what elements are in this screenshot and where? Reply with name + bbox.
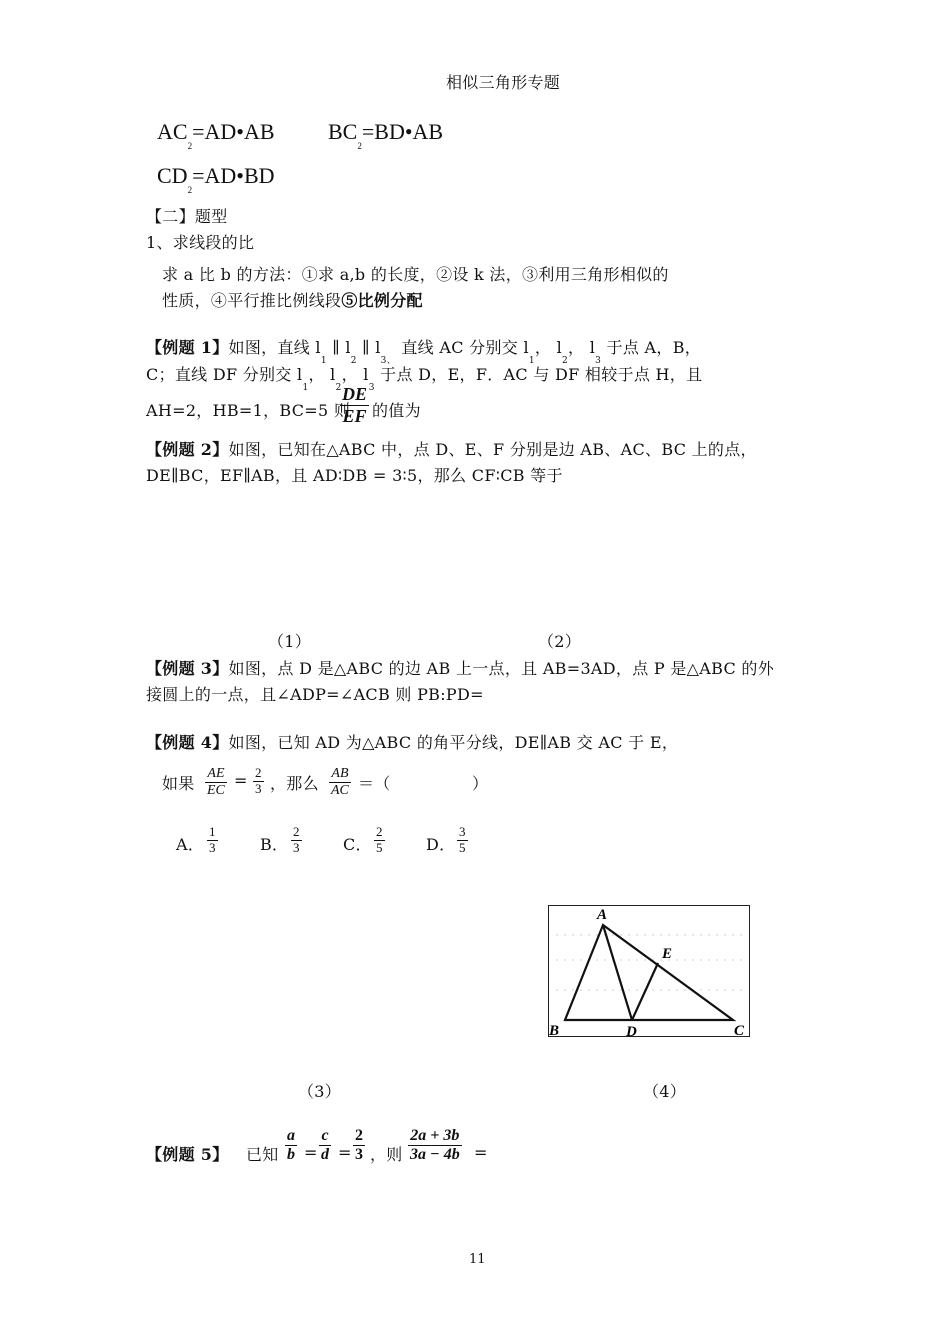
ex1-subscript: 2	[335, 383, 342, 393]
example-2-label: 【例题 2】	[146, 440, 229, 459]
ex5-frac-c-d	[316, 1127, 334, 1165]
ex1-text: ， l	[341, 365, 369, 384]
ex5-big-fraction	[405, 1127, 465, 1165]
ex5-frac-2-3	[350, 1127, 368, 1165]
vertex-a-label: A	[597, 907, 608, 923]
ex1-text: ， l	[308, 365, 336, 384]
option-b-frac	[288, 825, 305, 856]
option-c-frac	[371, 825, 388, 856]
ex1-text: 如图，直线 l	[228, 338, 321, 357]
formula-bc	[328, 119, 444, 151]
example-1-line-2	[146, 362, 703, 393]
formula-ac	[157, 119, 275, 151]
ex1-subscript: 1	[528, 356, 535, 366]
frac-denominator: 5	[376, 839, 383, 855]
example-5-label-text: 【例题 5】	[146, 1145, 229, 1164]
ex4-eq1: =	[234, 771, 248, 790]
section-subheading: 1、求线段的比	[146, 233, 255, 252]
formula-cd-right: =AD•BD	[192, 163, 275, 188]
ex4-frac-2-3	[250, 766, 267, 797]
ex4-frac-ab-ac	[326, 766, 354, 799]
ex1-text: 于点 A，B，	[601, 338, 702, 357]
frac-denominator: 3	[293, 839, 300, 855]
ex5-known: 已知	[246, 1145, 279, 1164]
ex1-frac-denominator: EF	[342, 405, 367, 426]
vertex-e-label: E	[662, 946, 673, 962]
caption-2: （2）	[538, 632, 582, 651]
example-2-line-2: DE∥BC，EF∥AB，且 AD∶DB = 3∶5，那么 CF∶CB 等于	[146, 466, 563, 485]
method-line-1: 求 a 比 b 的方法：①求 a,b 的长度，②设 k 法，③利用三角形相似的	[162, 265, 669, 284]
example-4-line-1	[146, 730, 678, 753]
ex1-subscript: 2	[562, 356, 569, 366]
page-number: 11	[469, 1252, 486, 1267]
example-5-label	[146, 1142, 229, 1165]
frac-denominator: d	[321, 1146, 329, 1164]
example-1-line-3	[146, 398, 350, 421]
vertex-d-label: D	[626, 1024, 637, 1037]
ex1-text: ， l	[534, 338, 562, 357]
method-line-2a: 性质，④平行推比例线段	[162, 291, 342, 310]
frac-denominator: 5	[459, 839, 466, 855]
ex5-then: ，则	[370, 1145, 403, 1164]
ex1-tail: 的值为	[372, 401, 421, 420]
example-1-line-1	[146, 335, 702, 366]
ex5-eq1: =	[304, 1143, 318, 1162]
example-3-line-2: 接圆上的一点，且∠ADP=∠ACB 则 PB:PD=	[146, 685, 484, 704]
ex1-text: 直线 AC 分别交 l	[396, 338, 529, 357]
ex1-frac-numerator: DE	[342, 384, 368, 404]
formula-cd	[157, 163, 275, 195]
frac-denominator: 3	[255, 780, 262, 796]
ex1-subscript: 3	[595, 356, 602, 366]
ex4-frac-ae-ec	[202, 766, 230, 799]
formula-exp: 2	[187, 141, 193, 151]
ex2-text: 如图，已知在△ABC 中，点 D、E、F 分别是边 AB、AC、BC 上的点，	[228, 440, 757, 459]
ex3-text: 如图，点 D 是△ABC 的边 AB 上一点，且 AB=3AD，点 P 是△ABC 的外	[228, 659, 774, 678]
example-3-line-1	[146, 656, 774, 679]
option-d-label: D．	[426, 835, 456, 854]
formula-ac-left: AC	[157, 119, 188, 144]
formula-bc-right: =BD•AB	[361, 119, 444, 144]
method-line-2b: ⑤比例分配	[341, 291, 423, 310]
formula-exp: 2	[187, 185, 193, 195]
ex1-text: C；直线 DF 分别交 l	[146, 365, 303, 384]
frac-denominator: b	[287, 1146, 295, 1164]
ex4-then: ，那么	[270, 774, 319, 793]
frac-numerator: 2a + 3b	[408, 1127, 462, 1146]
frac-numerator: 3	[459, 824, 466, 839]
frac-denominator: 3	[355, 1146, 363, 1164]
frac-denominator: 3a − 4b	[410, 1146, 460, 1164]
method-line-2	[162, 288, 423, 311]
option-a-label: A．	[176, 835, 205, 854]
section-heading: 【二】题型	[146, 207, 228, 226]
formula-exp: 2	[357, 141, 362, 151]
formula-ac-right: =AD•AB	[192, 119, 275, 144]
vertex-b-label: B	[549, 1023, 560, 1037]
ex1-subscript: 3、	[380, 356, 396, 366]
vertex-c-label: C	[734, 1023, 745, 1037]
ex1-text: ， l	[568, 338, 596, 357]
example-1-label: 【例题 1】	[146, 338, 229, 357]
frac-numerator: AE	[205, 766, 227, 783]
ex4-eq2: ＝（	[358, 774, 391, 793]
formula-bc-left: BC	[328, 119, 358, 144]
frac-denominator: 3	[209, 839, 216, 855]
formula-cd-left: CD	[157, 163, 188, 188]
ex5-eq2: =	[338, 1143, 352, 1162]
caption-4: （4）	[643, 1082, 687, 1101]
frac-denominator: EC	[207, 783, 225, 799]
frac-numerator: c	[319, 1127, 331, 1146]
ex5-frac-a-b	[282, 1127, 300, 1165]
ex1-subscript: 2	[350, 356, 357, 366]
ex1-subscript: 1	[320, 356, 327, 366]
frac-numerator: 2	[255, 765, 262, 780]
frac-numerator: 1	[209, 824, 216, 839]
ex1-subscript: 3	[368, 383, 375, 393]
page-title: 相似三角形专题	[446, 73, 561, 92]
option-d-frac	[454, 825, 471, 856]
frac-denominator: AC	[331, 783, 349, 799]
ex1-subscript: 1	[302, 383, 309, 393]
frac-numerator: 2	[293, 824, 300, 839]
caption-3: （3）	[298, 1082, 342, 1101]
option-a-frac	[204, 825, 221, 856]
ex4-close: ）	[472, 774, 489, 793]
figure-4-triangle	[548, 905, 750, 1037]
ex1-text: 于点 D，E，F．AC 与 DF 相较于点 H，且	[374, 365, 703, 384]
caption-1: （1）	[268, 632, 312, 651]
ex1-fraction	[337, 384, 372, 426]
frac-numerator: 2	[376, 824, 383, 839]
frac-numerator: 2	[353, 1127, 365, 1146]
frac-numerator: AB	[329, 766, 351, 783]
ex4-if: 如果	[162, 774, 195, 793]
ex5-eq3: =	[474, 1143, 488, 1162]
option-c-label: C．	[343, 835, 372, 854]
ex1-text: ∥ l	[356, 338, 381, 357]
example-2-line-1	[146, 437, 757, 460]
ex1-text: ∥ l	[326, 338, 351, 357]
example-4-label: 【例题 4】	[146, 733, 229, 752]
option-b-label: B．	[260, 835, 289, 854]
ex1-text: AH=2，HB=1，BC=5 则	[146, 401, 351, 420]
frac-numerator: a	[285, 1127, 297, 1146]
ex4-text: 如图，已知 AD 为△ABC 的角平分线，DE∥AB 交 AC 于 E，	[228, 733, 679, 752]
example-3-label: 【例题 3】	[146, 659, 229, 678]
